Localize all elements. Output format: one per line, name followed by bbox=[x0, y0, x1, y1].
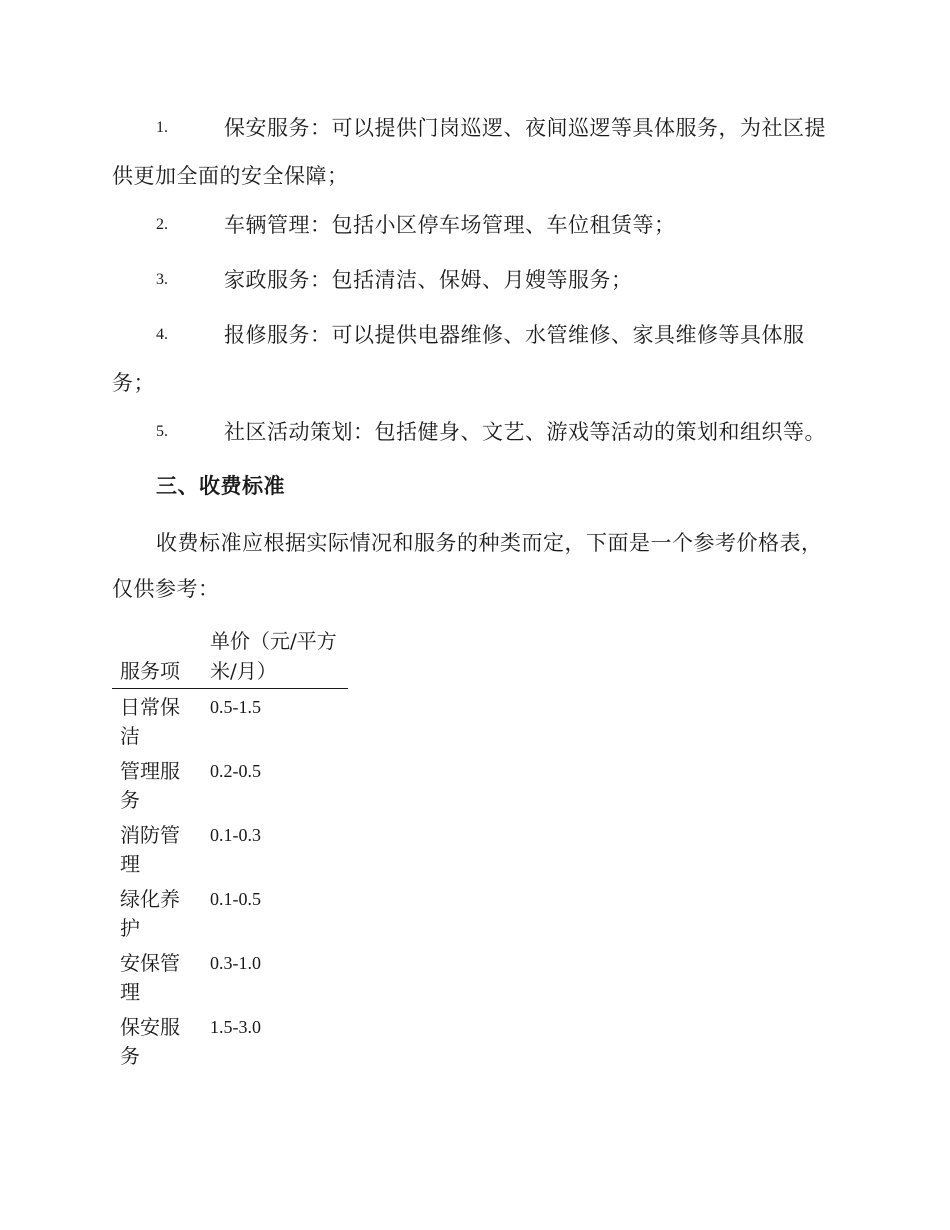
list-item-text: 家政服务：包括清洁、保姆、月嫂等服务； bbox=[224, 268, 633, 292]
price-cell: 1.5-3.0 bbox=[210, 1017, 261, 1037]
list-item-number: 2. bbox=[156, 216, 168, 233]
table-row bbox=[112, 1009, 348, 1073]
list-item bbox=[112, 311, 836, 407]
list-item-number: 4. bbox=[156, 326, 168, 343]
section-heading: 三、收费标准 bbox=[156, 473, 285, 498]
list-item-number: 5. bbox=[156, 423, 168, 440]
price-cell: 0.2-0.5 bbox=[210, 761, 261, 781]
table-row bbox=[112, 945, 348, 1009]
service-name-cell: 绿化养护 bbox=[120, 887, 180, 940]
service-name-cell: 安保管理 bbox=[120, 951, 180, 1004]
list-item-number: 1. bbox=[156, 119, 168, 136]
price-cell: 0.5-1.5 bbox=[210, 697, 261, 717]
list-item-text: 报修服务：可以提供电器维修、水管维修、家具维修等具体服务； bbox=[112, 323, 805, 395]
price-cell: 0.1-0.3 bbox=[210, 825, 261, 845]
table-header-row bbox=[112, 622, 348, 689]
table-row bbox=[112, 817, 348, 881]
service-name-cell: 日常保洁 bbox=[120, 695, 180, 748]
list-item bbox=[112, 201, 836, 249]
price-table bbox=[112, 622, 348, 1073]
table-row bbox=[112, 689, 348, 754]
price-cell: 0.1-0.5 bbox=[210, 889, 261, 909]
service-name-cell: 消防管理 bbox=[120, 823, 180, 876]
list-item-text: 社区活动策划：包括健身、文艺、游戏等活动的策划和组织等。 bbox=[224, 420, 826, 444]
list-item bbox=[112, 408, 836, 456]
service-name-cell: 保安服务 bbox=[120, 1015, 180, 1068]
intro-paragraph: 收费标准应根据实际情况和服务的种类而定，下面是一个参考价格表，仅供参考： bbox=[112, 531, 823, 601]
table-row bbox=[112, 881, 348, 945]
column-header-price: 单价（元/平方米/月） bbox=[202, 622, 348, 689]
list-item-text: 保安服务：可以提供门岗巡逻、夜间巡逻等具体服务，为社区提供更加全面的安全保障； bbox=[112, 116, 826, 188]
list-item-number: 3. bbox=[156, 271, 168, 288]
price-cell: 0.3-1.0 bbox=[210, 953, 261, 973]
list-item-text: 车辆管理：包括小区停车场管理、车位租赁等； bbox=[224, 213, 676, 237]
service-name-cell: 管理服务 bbox=[120, 759, 180, 812]
column-header-service: 服务项 bbox=[112, 622, 202, 689]
table-row bbox=[112, 753, 348, 817]
list-item bbox=[112, 104, 836, 200]
list-item bbox=[112, 256, 836, 304]
